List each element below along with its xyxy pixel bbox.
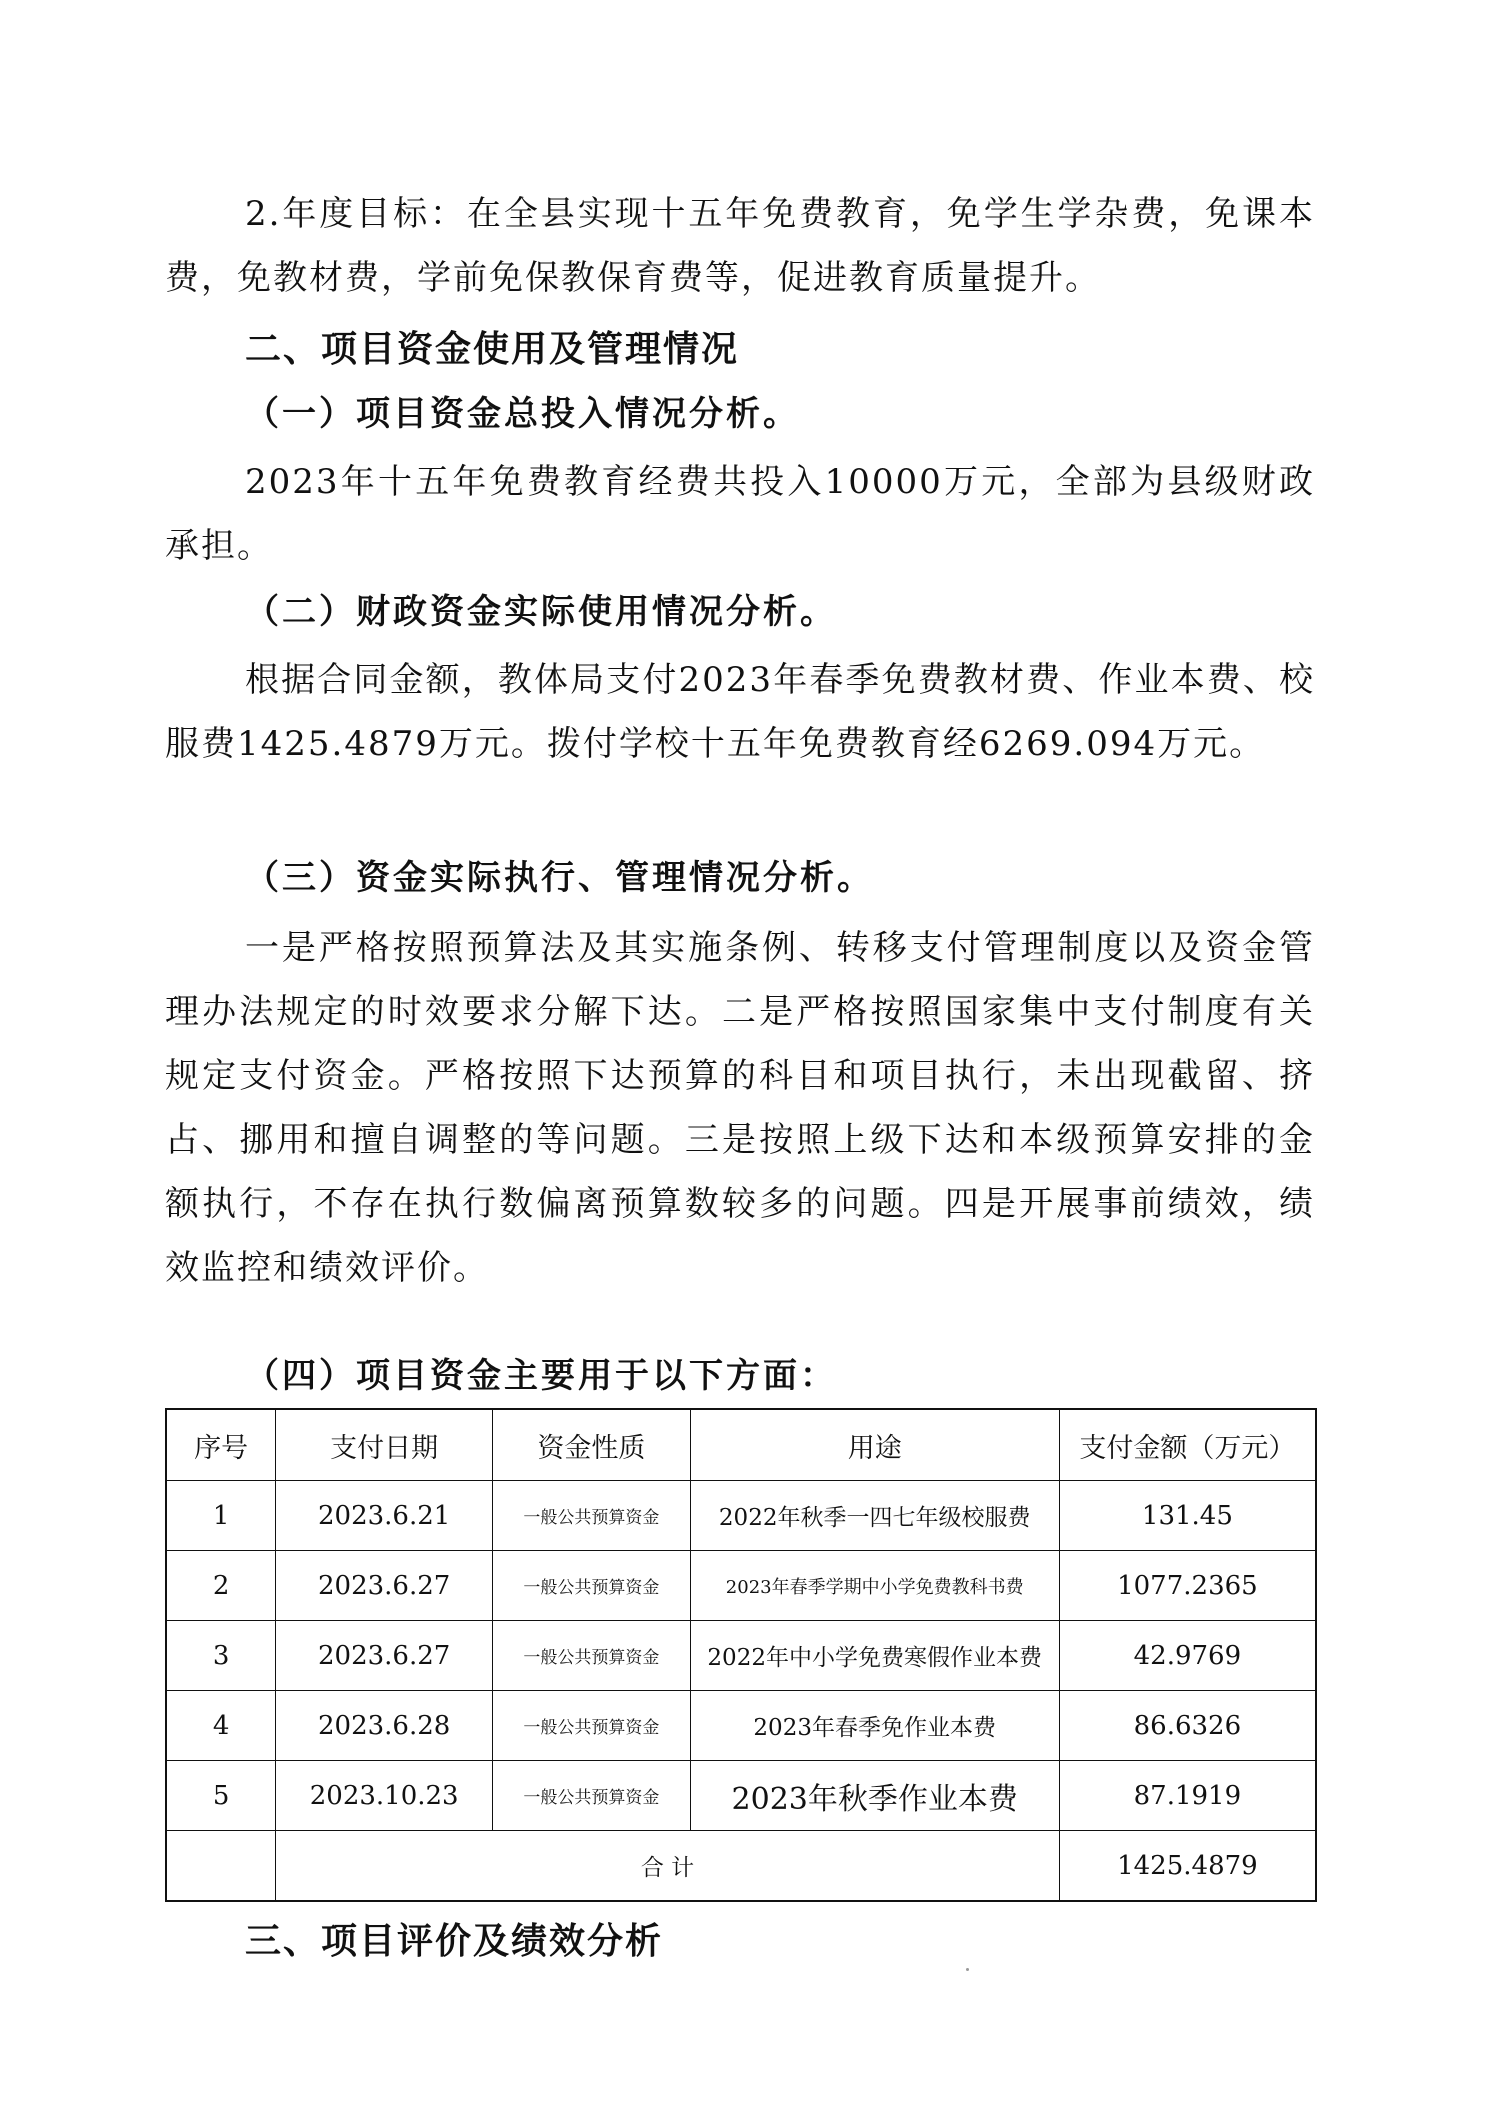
row-date: 2023.6.28 bbox=[276, 1691, 493, 1761]
row-nature: 一般公共预算资金 bbox=[493, 1761, 691, 1831]
subsection-1-body: 2023年十五年免费教育经费共投入10000万元，全部为县级财政承担。 bbox=[165, 462, 1315, 566]
row-no: 5 bbox=[166, 1761, 276, 1831]
subsection-3-body: 一是严格按照预算法及其实施条例、转移支付管理制度以及资金管理办法规定的时效要求分解下达。二是严格按照国家集中支付制度有关规定支付资金。严格按照下达预算的科目和项目执行，未出现截留、挤占、挪用和擅自调整的等问题。三是按照上级下达和本级预算安排的金额执行，不存在执行数偏离预算数较多的问题。四是开展事前绩效，绩效监控和绩效评价。 bbox=[165, 928, 1315, 1288]
row-usage: 2023年春季免作业本费 bbox=[690, 1691, 1059, 1761]
row-nature: 一般公共预算资金 bbox=[493, 1551, 691, 1621]
annual-goal-paragraph: 2.年度目标：在全县实现十五年免费教育，免学生学杂费，免课本费，免教材费，学前免保教保育费等，促进教育质量提升。 bbox=[165, 194, 1315, 298]
table-row bbox=[166, 1691, 1316, 1761]
row-usage: 2022年秋季一四七年级校服费 bbox=[690, 1481, 1059, 1551]
row-no: 1 bbox=[166, 1481, 276, 1551]
row-usage: 2022年中小学免费寒假作业本费 bbox=[690, 1621, 1059, 1691]
row-amount: 1077.2365 bbox=[1059, 1551, 1316, 1621]
scan-speck bbox=[966, 1968, 969, 1971]
row-nature: 一般公共预算资金 bbox=[493, 1621, 691, 1691]
header-date: 支付日期 bbox=[276, 1409, 493, 1481]
subsection-2-body: 根据合同金额，教体局支付2023年春季免费教材费、作业本费、校服费1425.4879万元。拨付学校十五年免费教育经6269.094万元。 bbox=[165, 660, 1315, 764]
row-date: 2023.6.21 bbox=[276, 1481, 493, 1551]
row-usage: 2023年春季学期中小学免费教科书费 bbox=[690, 1551, 1059, 1621]
row-date: 2023.6.27 bbox=[276, 1621, 493, 1691]
table-row bbox=[166, 1761, 1316, 1831]
row-no: 2 bbox=[166, 1551, 276, 1621]
section-2-heading: 二、项目资金使用及管理情况 bbox=[245, 329, 740, 370]
row-date: 2023.10.23 bbox=[276, 1761, 493, 1831]
row-amount: 131.45 bbox=[1059, 1481, 1316, 1551]
table-row bbox=[166, 1481, 1316, 1551]
row-amount: 86.6326 bbox=[1059, 1691, 1316, 1761]
header-nature: 资金性质 bbox=[493, 1409, 691, 1481]
header-no: 序号 bbox=[166, 1409, 276, 1481]
subsection-2-heading: （二）财政资金实际使用情况分析。 bbox=[245, 592, 837, 632]
subsection-3-heading: （三）资金实际执行、管理情况分析。 bbox=[245, 858, 874, 898]
header-amount: 支付金额（万元） bbox=[1059, 1409, 1316, 1481]
subsection-4-heading: （四）项目资金主要用于以下方面： bbox=[245, 1356, 837, 1396]
row-date: 2023.6.27 bbox=[276, 1551, 493, 1621]
table-row bbox=[166, 1551, 1316, 1621]
table-total-row bbox=[166, 1831, 1316, 1902]
row-no: 4 bbox=[166, 1691, 276, 1761]
subsection-1-heading: （一）项目资金总投入情况分析。 bbox=[245, 394, 800, 434]
table-row bbox=[166, 1621, 1316, 1691]
row-amount: 87.1919 bbox=[1059, 1761, 1316, 1831]
total-amount: 1425.4879 bbox=[1059, 1831, 1316, 1902]
section-3-heading: 三、项目评价及绩效分析 bbox=[245, 1921, 664, 1962]
row-usage: 2023年秋季作业本费 bbox=[690, 1761, 1059, 1831]
row-nature: 一般公共预算资金 bbox=[493, 1691, 691, 1761]
header-usage: 用途 bbox=[690, 1409, 1059, 1481]
payment-table bbox=[165, 1408, 1317, 1902]
row-no: 3 bbox=[166, 1621, 276, 1691]
row-amount: 42.9769 bbox=[1059, 1621, 1316, 1691]
total-label: 合 计 bbox=[276, 1831, 1060, 1902]
total-empty-cell bbox=[166, 1831, 276, 1902]
row-nature: 一般公共预算资金 bbox=[493, 1481, 691, 1551]
table-header-row bbox=[166, 1409, 1316, 1481]
